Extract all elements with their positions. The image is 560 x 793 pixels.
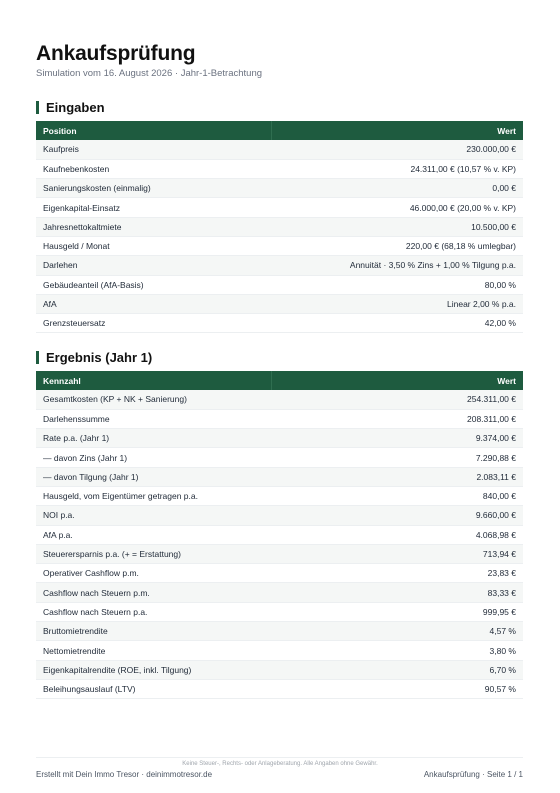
row-value: Annuität · 3,50 % Zins + 1,00 % Tilgung p.a. — [271, 256, 523, 275]
table-row — [36, 256, 523, 275]
row-label: Bruttomietrendite — [36, 622, 271, 641]
row-label: Gebäudeanteil (AfA-Basis) — [36, 275, 271, 294]
row-value: 254.311,00 € — [271, 390, 523, 409]
results-table — [36, 371, 523, 699]
row-value: 2.083,11 € — [271, 467, 523, 486]
table-row — [36, 275, 523, 294]
row-value: 3,80 % — [271, 641, 523, 660]
row-value: 90,57 % — [271, 679, 523, 698]
table-row — [36, 486, 523, 505]
row-label: Eigenkapital-Einsatz — [36, 198, 271, 217]
section-accent-bar — [36, 351, 39, 364]
table-row — [36, 294, 523, 313]
table-row — [36, 179, 523, 198]
table-row — [36, 602, 523, 621]
table-row — [36, 506, 523, 525]
table-row — [36, 217, 523, 236]
row-label: NOI p.a. — [36, 506, 271, 525]
row-value: 840,00 € — [271, 486, 523, 505]
table-row — [36, 429, 523, 448]
row-value: Linear 2,00 % p.a. — [271, 294, 523, 313]
row-value: 23,83 € — [271, 564, 523, 583]
row-value: 4.068,98 € — [271, 525, 523, 544]
row-value: 10.500,00 € — [271, 217, 523, 236]
inputs-section-title: Eingaben — [46, 100, 105, 115]
row-value: 42,00 % — [271, 314, 523, 333]
table-row — [36, 583, 523, 602]
row-label: Kaufpreis — [36, 140, 271, 159]
row-value: 9.660,00 € — [271, 506, 523, 525]
row-label: Cashflow nach Steuern p.m. — [36, 583, 271, 602]
page-title: Ankaufsprüfung — [36, 42, 196, 65]
row-label: Steuerersparnis p.a. (+ = Erstattung) — [36, 544, 271, 563]
row-label: Hausgeld / Monat — [36, 236, 271, 255]
row-label: Operativer Cashflow p.m. — [36, 564, 271, 583]
column-header-kennzahl: Kennzahl — [36, 371, 271, 390]
page-subtitle: Simulation vom 16. August 2026 · Jahr-1-Betrachtung — [36, 68, 263, 79]
results-section-heading — [36, 350, 152, 365]
row-label: AfA p.a. — [36, 525, 271, 544]
table-row — [36, 140, 523, 159]
row-value: 7.290,88 € — [271, 448, 523, 467]
row-value: 220,00 € (68,18 % umlegbar) — [271, 236, 523, 255]
table-header-row — [36, 371, 523, 390]
row-label: Eigenkapitalrendite (ROE, inkl. Tilgung) — [36, 660, 271, 679]
column-header-value: Wert — [271, 371, 523, 390]
table-row — [36, 236, 523, 255]
row-label: Grenzsteuersatz — [36, 314, 271, 333]
row-label: AfA — [36, 294, 271, 313]
row-value: 6,70 % — [271, 660, 523, 679]
row-value: 713,94 € — [271, 544, 523, 563]
table-row — [36, 564, 523, 583]
row-value: 80,00 % — [271, 275, 523, 294]
table-row — [36, 314, 523, 333]
row-label: — davon Zins (Jahr 1) — [36, 448, 271, 467]
row-value: 4,57 % — [271, 622, 523, 641]
footer-disclaimer: Keine Steuer-, Rechts- oder Anlageberatung. Alle Angaben ohne Gewähr. — [182, 761, 378, 767]
row-label: Beleihungsauslauf (LTV) — [36, 679, 271, 698]
inputs-section-heading — [36, 100, 105, 115]
footer-credit: Erstellt mit Dein Immo Tresor · deinimmotresor.de — [36, 770, 213, 779]
table-row — [36, 641, 523, 660]
row-label: Gesamtkosten (KP + NK + Sanierung) — [36, 390, 271, 409]
row-label: — davon Tilgung (Jahr 1) — [36, 467, 271, 486]
table-row — [36, 390, 523, 409]
row-value: 999,95 € — [271, 602, 523, 621]
column-header-value: Wert — [271, 121, 523, 140]
results-section-title: Ergebnis (Jahr 1) — [46, 350, 153, 365]
footer-divider — [36, 757, 523, 758]
row-label: Kaufnebenkosten — [36, 159, 271, 178]
row-value: 83,33 € — [271, 583, 523, 602]
table-row — [36, 159, 523, 178]
table-row — [36, 198, 523, 217]
row-label: Hausgeld, vom Eigentümer getragen p.a. — [36, 486, 271, 505]
table-row — [36, 679, 523, 698]
row-label: Sanierungskosten (einmalig) — [36, 179, 271, 198]
section-accent-bar — [36, 101, 39, 114]
column-header-position: Position — [36, 121, 271, 140]
row-value: 208.311,00 € — [271, 409, 523, 428]
footer-page-number: Ankaufsprüfung · Seite 1 / 1 — [423, 770, 523, 779]
row-label: Nettomietrendite — [36, 641, 271, 660]
table-row — [36, 448, 523, 467]
row-value: 46.000,00 € (20,00 % v. KP) — [271, 198, 523, 217]
row-value: 230.000,00 € — [271, 140, 523, 159]
row-label: Jahresnettokaltmiete — [36, 217, 271, 236]
table-row — [36, 544, 523, 563]
inputs-table — [36, 121, 523, 333]
row-value: 24.311,00 € (10,57 % v. KP) — [271, 159, 523, 178]
row-label: Cashflow nach Steuern p.a. — [36, 602, 271, 621]
row-label: Rate p.a. (Jahr 1) — [36, 429, 271, 448]
table-row — [36, 525, 523, 544]
row-value: 9.374,00 € — [271, 429, 523, 448]
row-value: 0,00 € — [271, 179, 523, 198]
table-row — [36, 660, 523, 679]
table-row — [36, 622, 523, 641]
table-row — [36, 409, 523, 428]
table-row — [36, 467, 523, 486]
table-header-row — [36, 121, 523, 140]
row-label: Darlehenssumme — [36, 409, 271, 428]
row-label: Darlehen — [36, 256, 271, 275]
